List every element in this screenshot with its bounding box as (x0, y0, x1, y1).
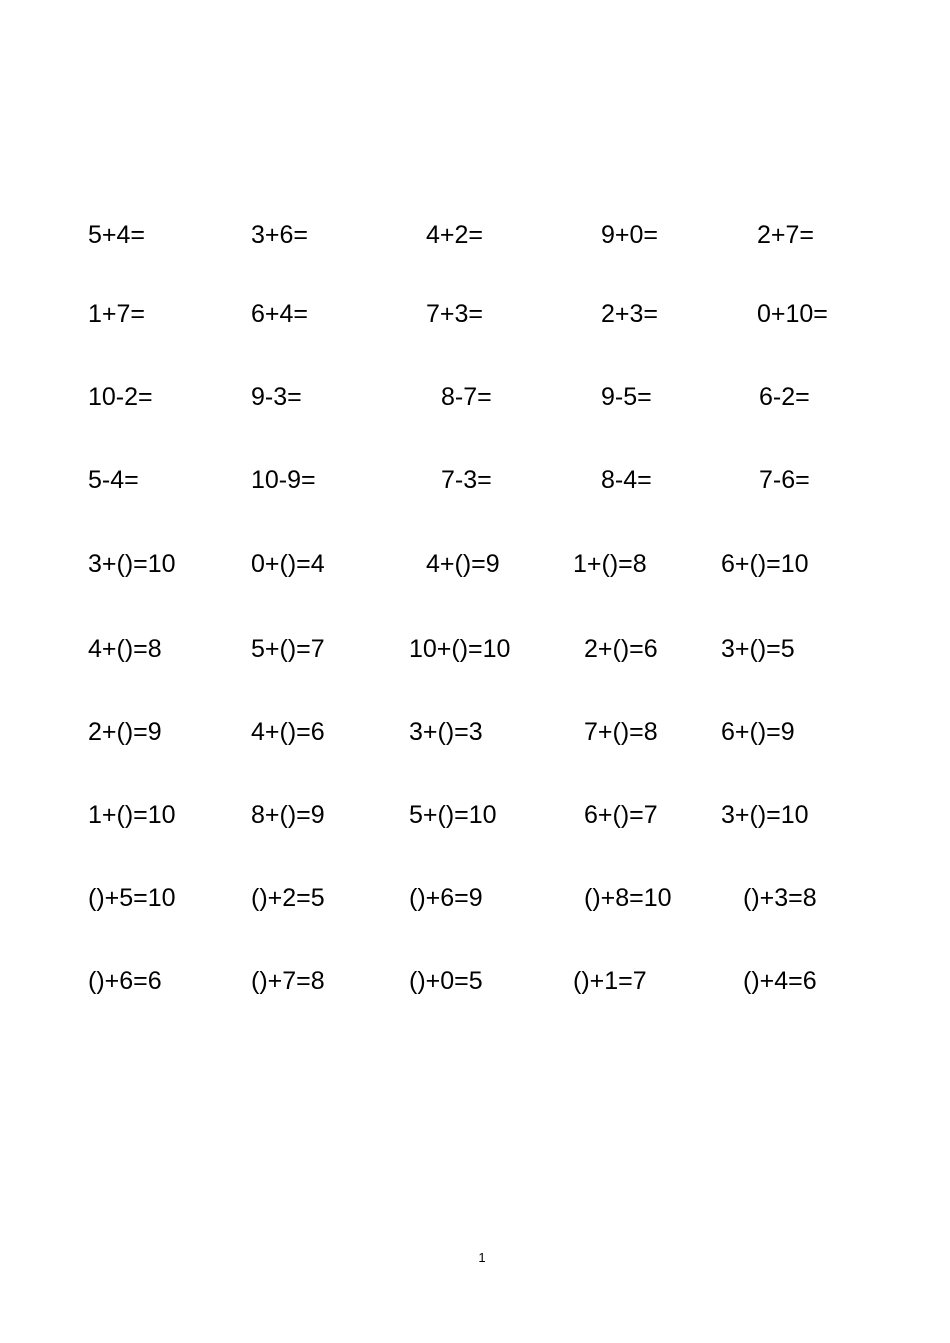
problem: 10+()=10 (409, 635, 511, 663)
problem: 5-4= (88, 466, 139, 494)
problem: 10-2= (88, 383, 153, 411)
problem: 7+3= (426, 300, 484, 328)
problem: 8-7= (441, 383, 492, 411)
problem: ()+3=8 (743, 884, 817, 912)
problem: 3+()=5 (721, 635, 795, 663)
problem: 9-3= (251, 383, 302, 411)
problem: 3+()=10 (88, 550, 176, 578)
problem: 9+0= (601, 221, 659, 249)
problem: 0+()=4 (251, 550, 325, 578)
problem: 5+()=7 (251, 635, 325, 663)
problem: 5+()=10 (409, 801, 497, 829)
problem: ()+8=10 (584, 884, 672, 912)
problem: 9-5= (601, 383, 652, 411)
problem: 3+()=3 (409, 718, 483, 746)
problem: 2+()=6 (584, 635, 658, 663)
problem: 10-9= (251, 466, 316, 494)
problem: 2+7= (757, 221, 815, 249)
problem: 1+()=8 (573, 550, 647, 578)
page-number: 1 (478, 1250, 486, 1265)
problem: 6+()=7 (584, 801, 658, 829)
problem: ()+6=6 (88, 967, 162, 995)
problem: 2+()=9 (88, 718, 162, 746)
problem: 1+7= (88, 300, 146, 328)
problem: 7+()=8 (584, 718, 658, 746)
problem: 6+()=9 (721, 718, 795, 746)
problem: 4+2= (426, 221, 484, 249)
problem: 4+()=8 (88, 635, 162, 663)
problem: 3+6= (251, 221, 309, 249)
problem: 1+()=10 (88, 801, 176, 829)
problem: ()+6=9 (409, 884, 483, 912)
problem: ()+7=8 (251, 967, 325, 995)
problem: 0+10= (757, 300, 828, 328)
problem: ()+2=5 (251, 884, 325, 912)
problem: 2+3= (601, 300, 659, 328)
problem: 8-4= (601, 466, 652, 494)
problem: 6+()=10 (721, 550, 809, 578)
problem: ()+1=7 (573, 967, 647, 995)
problem: 6+4= (251, 300, 309, 328)
problem: 8+()=9 (251, 801, 325, 829)
problem: 3+()=10 (721, 801, 809, 829)
problem: ()+0=5 (409, 967, 483, 995)
problem: 4+()=9 (426, 550, 500, 578)
problem: ()+5=10 (88, 884, 176, 912)
problem: 7-3= (441, 466, 492, 494)
problem: 6-2= (759, 383, 810, 411)
problem: 4+()=6 (251, 718, 325, 746)
problem: ()+4=6 (743, 967, 817, 995)
problem: 5+4= (88, 221, 146, 249)
problem: 7-6= (759, 466, 810, 494)
